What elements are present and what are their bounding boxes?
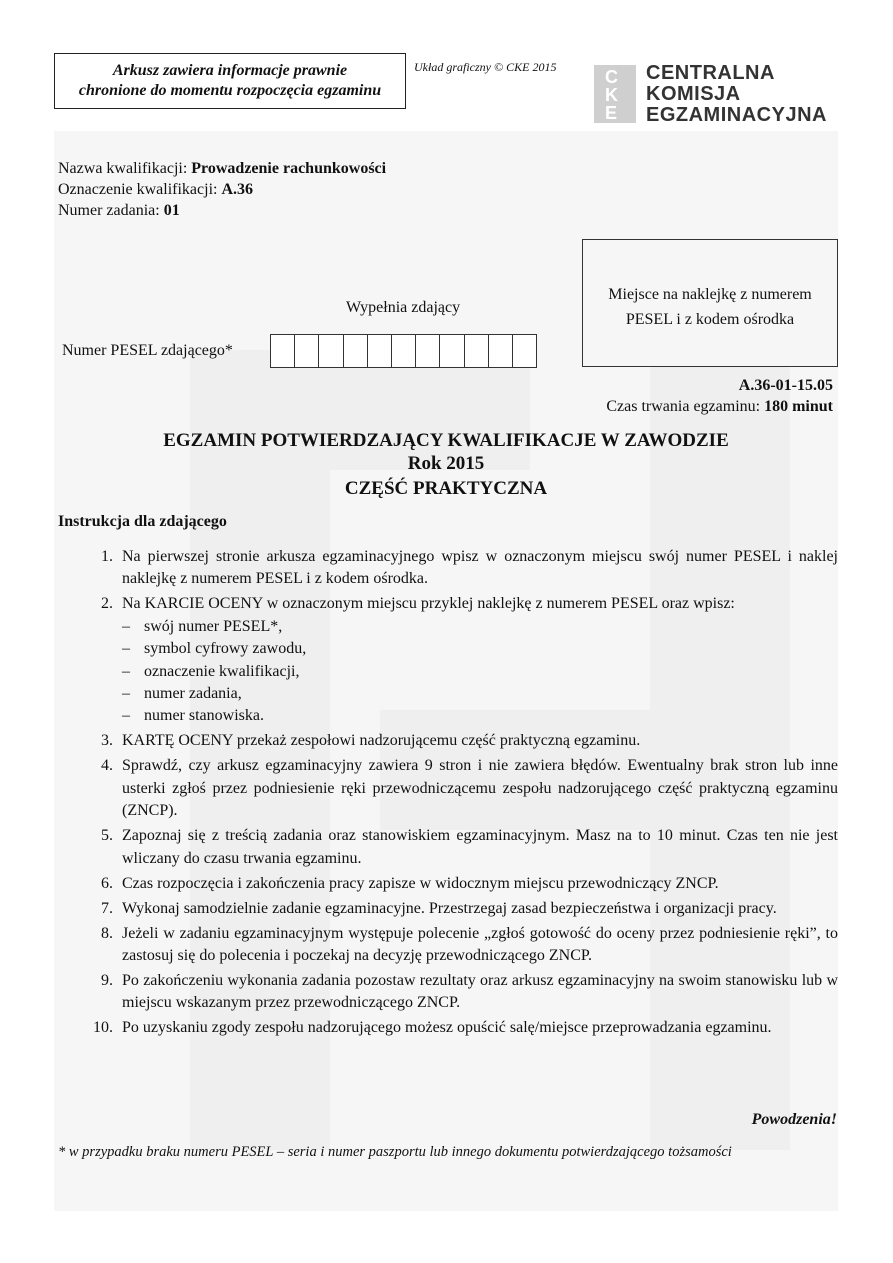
logo-mark-letter: K — [605, 85, 618, 105]
instruction-subitem — [122, 661, 838, 683]
dash-bullet: – — [122, 640, 130, 658]
instruction-item — [58, 755, 838, 822]
logo-mark-letter: E — [605, 103, 618, 123]
pesel-digit-cell[interactable] — [319, 335, 343, 367]
instruction-text-block — [122, 730, 838, 752]
instruction-item — [58, 730, 838, 752]
instruction-number: 6. — [101, 874, 113, 892]
instruction-number: 2. — [101, 595, 113, 613]
pesel-digit-cell[interactable] — [416, 335, 440, 367]
instruction-number: 1. — [101, 548, 113, 565]
pesel-digit-cell[interactable] — [489, 335, 513, 367]
instruction-text-block — [122, 1017, 838, 1039]
instruction-text-block — [122, 593, 838, 727]
instruction-text: Na KARCIE OCENY w oznaczonym miejscu przyklej naklejkę z numerem PESEL oraz wpisz: — [122, 595, 735, 613]
fill-by-candidate-label: Wypełnia zdający — [346, 299, 461, 316]
pesel-digit-cell[interactable] — [465, 335, 489, 367]
instructions-heading: Instrukcja dla zdającego — [58, 513, 227, 530]
instruction-text: Wykonaj samodzielnie zadanie egzaminacyjne. Przestrzegaj zasad bezpieczeństwa i organizacji pracy. — [122, 899, 777, 917]
pesel-input-grid[interactable] — [270, 334, 537, 368]
pesel-digit-cell[interactable] — [344, 335, 368, 367]
dash-bullet: – — [122, 685, 130, 703]
exam-code: A.36-01-15.05 — [738, 377, 833, 394]
instruction-text-block — [122, 755, 838, 822]
instruction-subitem — [122, 683, 838, 705]
sticker-line: Miejsce na naklejkę z numerem — [608, 286, 812, 303]
logo-line: CENTRALNA — [646, 62, 775, 84]
confidential-notice-box — [54, 53, 406, 109]
exam-part: CZĘŚĆ PRAKTYCZNA — [344, 478, 548, 499]
instruction-text: Czas rozpoczęcia i zakończenia pracy zapisze w widocznym miejscu przewodniczący ZNCP. — [122, 874, 719, 892]
instruction-text: Sprawdź, czy arkusz egzaminacyjny zawiera 9 stron i nie zawiera błędów. Ewentualny brak stron lub inne usterki zgłoś przez podniesienie ręki przewodniczącemu zespołu nadzorującego część praktyczną egzaminu (ZNCP). — [122, 757, 838, 820]
instruction-item — [58, 970, 838, 1015]
pesel-digit-cell[interactable] — [440, 335, 464, 367]
cke-logo-mark — [594, 65, 636, 123]
instruction-number: 4. — [101, 757, 113, 775]
logo-line: KOMISJA — [646, 83, 741, 105]
good-luck: Powodzenia! — [751, 1111, 837, 1128]
cke-logo — [594, 63, 844, 127]
instruction-text-block — [122, 923, 838, 968]
task-number: Numer zadania: 01 — [58, 202, 180, 219]
instruction-item — [58, 1017, 838, 1039]
instruction-text: Zapoznaj się z treścią zadania oraz stanowiskiem egzaminacyjnym. Masz na to 10 minut. Czas ten nie jest wliczany do czasu trwania egzaminu. — [122, 827, 838, 867]
instruction-subitem — [122, 638, 838, 660]
instruction-number: 9. — [101, 972, 113, 990]
pesel-digit-cell[interactable] — [368, 335, 392, 367]
instruction-text: Jeżeli w zadaniu egzaminacyjnym występuje polecenie „zgłoś gotowość do oceny przez podniesienie ręki”, to zastosuj się do polecenia i poczekaj na decyzję przewodniczącego ZNCP. — [122, 924, 838, 965]
instruction-subitem-text: oznaczenie kwalifikacji, — [144, 662, 300, 680]
qualification-name: Nazwa kwalifikacji: Prowadzenie rachunkowości — [58, 160, 387, 177]
notice-line-1: Arkusz zawiera informacje prawnie — [112, 62, 348, 79]
qualification-code: Oznaczenie kwalifikacji: A.36 — [58, 181, 254, 198]
instruction-subitem-text: numer zadania, — [144, 685, 242, 703]
instruction-item — [58, 825, 838, 870]
pesel-digit-cell[interactable] — [392, 335, 416, 367]
instruction-text-block — [122, 546, 838, 591]
dash-bullet: – — [122, 617, 130, 635]
instruction-number: 8. — [101, 924, 113, 942]
instruction-text-block — [122, 970, 838, 1015]
instruction-number: 7. — [101, 899, 113, 917]
dash-bullet: – — [122, 707, 130, 725]
instruction-item — [58, 546, 838, 591]
pesel-label: Numer PESEL zdającego* — [62, 342, 233, 359]
instruction-number: 5. — [101, 827, 113, 845]
instruction-item — [58, 923, 838, 968]
instruction-number: 10. — [93, 1019, 113, 1037]
instruction-subitem-text: numer stanowiska. — [144, 707, 264, 725]
instruction-item — [58, 593, 838, 727]
instruction-text: Po zakończeniu wykonania zadania pozostaw rezultaty oraz arkusz egzaminacyjny na swoim stanowisku lub w miejscu wskazanym przez przewodniczącego ZNCP. — [122, 972, 838, 1012]
layout-credit: Układ graficzny © CKE 2015 — [414, 60, 557, 74]
exam-year: Rok 2015 — [407, 453, 485, 474]
instructions-list — [58, 546, 838, 1042]
instruction-text-block — [122, 898, 838, 920]
dash-bullet: – — [122, 662, 130, 680]
pesel-digit-cell[interactable] — [295, 335, 319, 367]
exam-title: EGZAMIN POTWIERDZAJĄCY KWALIFIKACJE W ZAWODZIE — [163, 430, 729, 451]
instruction-text: Po uzyskaniu zgody zespołu nadzorującego możesz opuścić salę/miejsce przeprowadzania egzaminu. — [122, 1019, 772, 1037]
sticker-line: PESEL i z kodem ośrodka — [625, 311, 795, 328]
instruction-subitem-text: symbol cyfrowy zawodu, — [144, 640, 307, 658]
sticker-placeholder — [582, 239, 838, 367]
instruction-text-block — [122, 873, 838, 895]
logo-wordmark — [646, 63, 827, 126]
notice-line-2: chronione do momentu rozpoczęcia egzaminu — [78, 82, 382, 99]
footnote: * w przypadku braku numeru PESEL – seria i numer paszportu lub innego dokumentu potwierdzającego tożsamości — [58, 1144, 732, 1160]
instruction-text: Na pierwszej stronie arkusza egzaminacyjnego wpisz w oznaczonym miejscu swój numer PESEL i naklej naklejkę z numerem PESEL i z kodem ośrodka. — [122, 548, 838, 588]
logo-line: EGZAMINACYJNA — [646, 104, 827, 126]
instruction-number: 3. — [101, 732, 113, 750]
instruction-item — [58, 873, 838, 895]
instruction-subitem — [122, 616, 838, 638]
instruction-subitem — [122, 705, 838, 727]
instruction-subitem-text: swój numer PESEL*, — [144, 617, 283, 635]
instruction-text-block — [122, 825, 838, 870]
pesel-digit-cell[interactable] — [513, 335, 537, 367]
exam-duration: Czas trwania egzaminu: 180 minut — [606, 398, 833, 415]
instruction-text: KARTĘ OCENY przekaż zespołowi nadzorującemu część praktyczną egzaminu. — [122, 732, 641, 750]
instruction-item — [58, 898, 838, 920]
logo-mark-letter: C — [605, 67, 618, 87]
pesel-digit-cell[interactable] — [271, 335, 295, 367]
